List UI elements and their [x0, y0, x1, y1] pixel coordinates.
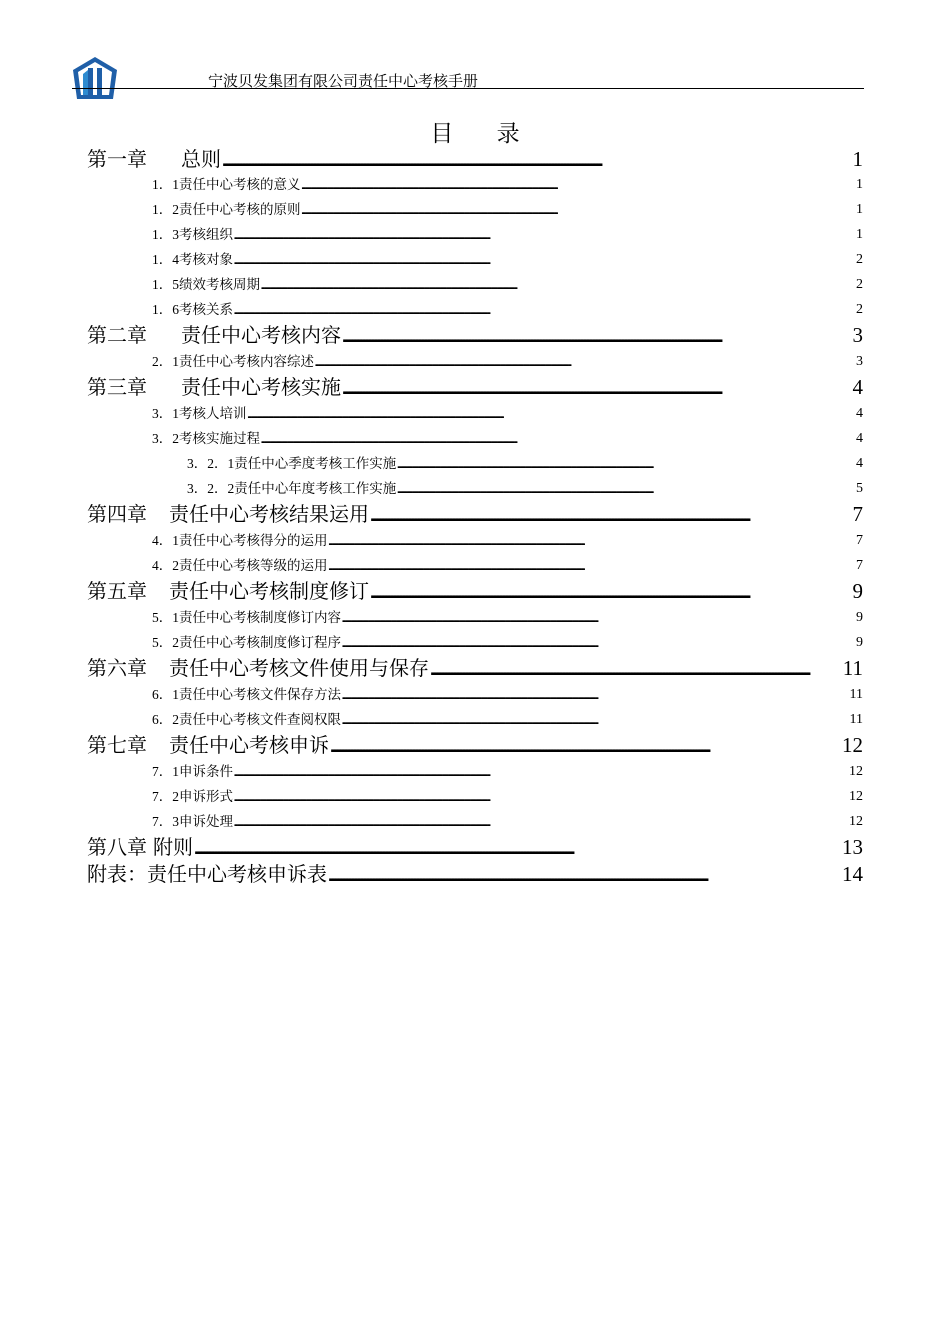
- toc-entry-label: [152, 200, 301, 220]
- toc-entry-number: 4．2: [152, 558, 179, 573]
- company-logo-icon: [72, 56, 118, 100]
- toc-section-entry[interactable]: [152, 225, 863, 245]
- toc-chapter-entry[interactable]: [87, 578, 863, 604]
- toc-leader-dots: [341, 322, 853, 348]
- toc-chapter-entry[interactable]: [87, 732, 863, 758]
- toc-entry-title: 责任中心考核申诉: [169, 733, 329, 757]
- toc-leader-dots: [429, 655, 843, 681]
- toc-section-entry[interactable]: [152, 531, 863, 551]
- toc-entry-number: 1．2: [152, 202, 179, 217]
- toc-page-number: 2: [856, 277, 863, 292]
- toc-entry-title: 责任中心考核的原则: [179, 202, 301, 218]
- toc-page-number: 1: [856, 177, 863, 192]
- toc-entry-title: 考核关系: [179, 302, 233, 318]
- toc-entry-title: 考核对象: [179, 252, 233, 268]
- toc-page-number: 4: [852, 375, 863, 399]
- toc-entry-label: [87, 732, 329, 758]
- toc-leader-dots: [233, 812, 849, 832]
- toc-entry-title: 责任中心考核文件查阅权限: [179, 712, 341, 728]
- toc-entry-label: [152, 300, 233, 320]
- toc-entry-label: [152, 812, 233, 832]
- toc-entry-number: 3．2: [152, 431, 179, 446]
- toc-leader-dots: [221, 146, 853, 172]
- toc-page-number: 4: [856, 456, 863, 471]
- toc-section-entry[interactable]: [187, 479, 863, 499]
- toc-entry-number: 3．1: [152, 406, 179, 421]
- toc-chapter-entry[interactable]: [87, 655, 863, 681]
- toc-entry-label: [152, 787, 233, 807]
- toc-leader-dots: [328, 556, 857, 576]
- page-header: [72, 56, 864, 100]
- toc-entry-title: 总则: [181, 147, 221, 171]
- toc-entry-title: 申诉处理: [179, 814, 233, 830]
- toc-section-entry[interactable]: [152, 685, 863, 705]
- toc-page-number: 9: [856, 610, 863, 625]
- toc-leader-dots: [314, 352, 856, 372]
- toc-chapter-entry[interactable]: [87, 146, 863, 172]
- toc-page-number: 11: [842, 656, 863, 680]
- toc-entry-number: 2．1: [152, 354, 179, 369]
- toc-entry-title: 责任中心考核制度修订内容: [179, 610, 341, 626]
- toc-section-entry[interactable]: [152, 175, 863, 195]
- toc-page-number: 12: [842, 733, 863, 757]
- toc-chapter-entry[interactable]: [87, 374, 863, 400]
- toc-entry-title: 考核实施过程: [179, 431, 260, 447]
- toc-entry-label: [87, 322, 341, 348]
- toc-entry-number: 第八章: [87, 835, 147, 859]
- toc-entry-label: [87, 374, 341, 400]
- toc-page-number: 3: [856, 354, 863, 369]
- toc-entry-title: 责任中心季度考核工作实施: [234, 456, 397, 472]
- toc-entry-number: 3．2．1: [187, 456, 235, 471]
- toc-section-entry[interactable]: [152, 710, 863, 730]
- toc-page-number: 7: [856, 533, 863, 548]
- toc-leader-dots: [247, 404, 857, 424]
- toc-entry-label: [152, 556, 328, 576]
- toc-chapter-entry[interactable]: [87, 834, 863, 860]
- toc-leader-dots: [329, 732, 842, 758]
- toc-section-entry[interactable]: [187, 454, 863, 474]
- toc-page-number: 11: [849, 712, 863, 727]
- toc-entry-title: 责任中心考核文件使用与保存: [169, 656, 429, 680]
- toc-page-number: 11: [849, 687, 863, 702]
- toc-section-entry[interactable]: [152, 429, 863, 449]
- toc-title: 目 录: [430, 121, 538, 147]
- toc-section-entry[interactable]: [152, 404, 863, 424]
- toc-entry-number: 第三章: [87, 375, 147, 399]
- toc-entry-label: [152, 429, 260, 449]
- toc-section-entry[interactable]: [152, 608, 863, 628]
- toc-entry-number: 1．6: [152, 302, 179, 317]
- toc-entry-label: [87, 861, 327, 887]
- toc-entry-label: [87, 501, 369, 527]
- toc-page-number: 2: [856, 252, 863, 267]
- toc-entry-number: 第二章: [87, 323, 147, 347]
- toc-page-number: 12: [849, 764, 863, 779]
- toc-entry-number: 第七章: [87, 733, 147, 757]
- toc-page-number: 1: [852, 147, 863, 171]
- toc-leader-dots: [233, 300, 856, 320]
- toc-page-number: 5: [856, 481, 863, 496]
- toc-entry-title: 申诉条件: [179, 764, 233, 780]
- toc-page-number: 1: [856, 202, 863, 217]
- toc-entry-label: [152, 531, 328, 551]
- toc-entry-label: [187, 454, 396, 474]
- toc-leader-dots: [369, 501, 853, 527]
- toc-entry-number: 1．5: [152, 277, 179, 292]
- toc-entry-title: 责任中心考核制度修订程序: [179, 635, 341, 651]
- toc-entry-label: [152, 404, 247, 424]
- toc-leader-dots: [396, 454, 856, 474]
- toc-entry-label: [152, 762, 233, 782]
- toc-entry-number: 7．2: [152, 789, 179, 804]
- toc-entry-title: 申诉形式: [179, 789, 233, 805]
- toc-entry-title: 责任中心考核内容综述: [179, 354, 314, 370]
- toc-entry-title: 责任中心考核文件保存方法: [179, 687, 341, 703]
- toc-entry-label: [87, 146, 221, 172]
- toc-entry-number: 6．2: [152, 712, 179, 727]
- toc-entry-number: 1．3: [152, 227, 179, 242]
- toc-entry-label: [152, 608, 341, 628]
- toc-leader-dots: [341, 685, 850, 705]
- toc-entry-number: 1．4: [152, 252, 179, 267]
- toc-entry-label: [152, 250, 233, 270]
- toc-leader-dots: [341, 374, 853, 400]
- toc-leader-dots: [193, 834, 842, 860]
- toc-page-number: 13: [842, 835, 863, 859]
- toc-entry-number: 附表：: [87, 862, 147, 886]
- toc-entry-number: 第六章: [87, 656, 147, 680]
- toc-entry-title: 责任中心考核的意义: [179, 177, 301, 193]
- toc-section-entry[interactable]: [152, 762, 863, 782]
- toc-chapter-entry[interactable]: [87, 322, 863, 348]
- toc-leader-dots: [341, 608, 856, 628]
- toc-section-entry[interactable]: [152, 300, 863, 320]
- toc-section-entry[interactable]: [152, 787, 863, 807]
- toc-entry-title: 考核人培训: [179, 406, 247, 422]
- toc-page-number: 14: [842, 862, 863, 886]
- toc-entry-title: 责任中心考核等级的运用: [179, 558, 328, 574]
- toc-section-entry[interactable]: [152, 275, 863, 295]
- toc-leader-dots: [260, 429, 856, 449]
- toc-leader-dots: [233, 787, 849, 807]
- toc-entry-title: 责任中心考核结果运用: [169, 502, 369, 526]
- toc-page-number: 9: [852, 579, 863, 603]
- toc-entry-label: [87, 578, 369, 604]
- toc-entry-title: 责任中心考核得分的运用: [179, 533, 328, 549]
- toc-entry-label: [152, 225, 233, 245]
- toc-leader-dots: [301, 200, 857, 220]
- toc-section-entry[interactable]: [152, 250, 863, 270]
- toc-section-entry[interactable]: [152, 633, 863, 653]
- toc-page-number: 12: [849, 814, 863, 829]
- toc-page-number: 4: [856, 431, 863, 446]
- toc-entry-label: [87, 655, 429, 681]
- toc-entry-number: 第四章: [87, 502, 147, 526]
- toc-entry-label: [152, 710, 341, 730]
- toc-page-number: 4: [856, 406, 863, 421]
- toc-entry-number: 1．1: [152, 177, 179, 192]
- toc-leader-dots: [328, 531, 857, 551]
- toc-page-number: 7: [856, 558, 863, 573]
- toc-entry-number: 第一章: [87, 147, 147, 171]
- toc-entry-title: 责任中心考核内容: [181, 323, 341, 347]
- toc-page-number: 1: [856, 227, 863, 242]
- toc-page-number: 9: [856, 635, 863, 650]
- toc-leader-dots: [233, 762, 849, 782]
- toc-entry-title: 责任中心考核制度修订: [169, 579, 369, 603]
- toc-leader-dots: [301, 175, 857, 195]
- toc-entry-number: 5．1: [152, 610, 179, 625]
- toc-entry-title: 附则: [153, 835, 193, 859]
- toc-entry-title: 绩效考核周期: [179, 277, 260, 293]
- toc-leader-dots: [341, 633, 856, 653]
- toc-entry-number: 4．1: [152, 533, 179, 548]
- toc-page-number: 12: [849, 789, 863, 804]
- toc-entry-number: 6．1: [152, 687, 179, 702]
- toc-section-entry[interactable]: [152, 200, 863, 220]
- header-title: 宁波贝发集团有限公司责任中心考核手册: [208, 72, 479, 90]
- toc-page-number: 7: [852, 502, 863, 526]
- toc-page-number: 3: [852, 323, 863, 347]
- toc-leader-dots: [233, 225, 856, 245]
- toc-entry-number: 3．2．2: [187, 481, 235, 496]
- toc-entry-number: 7．1: [152, 764, 179, 779]
- toc-page-number: 2: [856, 302, 863, 317]
- toc-leader-dots: [369, 578, 853, 604]
- toc-entry-label: [152, 685, 341, 705]
- toc-leader-dots: [396, 479, 856, 499]
- toc-entry-label: [152, 633, 341, 653]
- toc-entry-label: [187, 479, 396, 499]
- toc-section-entry[interactable]: [152, 812, 863, 832]
- toc-entry-title: 责任中心考核实施: [181, 375, 341, 399]
- toc-chapter-entry[interactable]: [87, 501, 863, 527]
- toc-chapter-entry[interactable]: [87, 861, 863, 887]
- toc-entry-title: 考核组织: [179, 227, 233, 243]
- toc-leader-dots: [260, 275, 856, 295]
- toc-entry-title: 责任中心年度考核工作实施: [234, 481, 397, 497]
- toc-leader-dots: [233, 250, 856, 270]
- toc-section-entry[interactable]: [152, 352, 863, 372]
- toc-entry-number: 5．2: [152, 635, 179, 650]
- header-divider: [72, 88, 864, 89]
- toc-entry-title: 责任中心考核申诉表: [147, 862, 327, 886]
- toc-leader-dots: [327, 861, 842, 887]
- toc-leader-dots: [341, 710, 850, 730]
- toc-entry-number: 7．3: [152, 814, 179, 829]
- toc-entry-number: 第五章: [87, 579, 147, 603]
- toc-section-entry[interactable]: [152, 556, 863, 576]
- toc-entry-label: [152, 352, 314, 372]
- toc-entry-label: [152, 175, 301, 195]
- toc-entry-label: [152, 275, 260, 295]
- toc-entry-label: [87, 834, 193, 860]
